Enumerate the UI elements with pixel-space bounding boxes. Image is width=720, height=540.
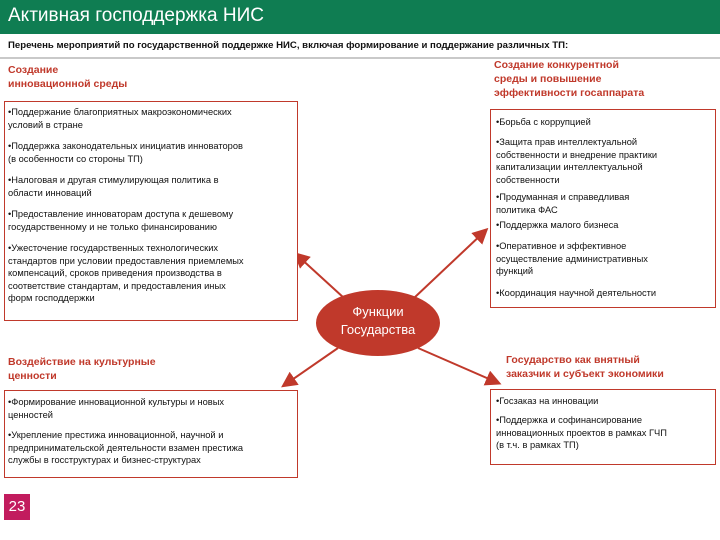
section-title-innovation-environment: Создание инновационной среды — [8, 64, 128, 90]
section-title-competitive-environment: Создание конкурентной среды и повышение эффективности госаппарата — [494, 59, 645, 99]
list-item: •Налоговая и другая стимулирующая политика в области инноваций — [8, 175, 219, 198]
list-item: •Защита прав интеллектуальной собственности и внедрение практики капитализации интеллектуальной собственности — [496, 137, 658, 185]
list-item: •Поддержка и софинансирование инновационных проектов в рамках ГЧП (в т.ч. в рамках ТП) — [496, 415, 667, 451]
arrow-bottom-right — [418, 348, 496, 382]
list-item: •Продуманная и справедливая политика ФАС — [496, 192, 630, 215]
list-item: •Укрепление престижа инновационной, научной и предпринимательской деятельности взамен престижа службы в госструктурах и бизнес-структурах — [8, 430, 244, 466]
page-subtitle: Перечень мероприятий по государственной поддержке НИС, включая формирование и поддержание различных ТП: — [8, 40, 569, 51]
section-title-state-customer: Государство как внятный заказчик и субъект экономики — [506, 354, 664, 380]
list-item: •Поддержание благоприятных макроэкономических условий в стране — [8, 107, 232, 130]
section-title-cultural-values: Воздействие на культурные ценности — [8, 356, 156, 382]
page-title: Активная господдержка НИС — [8, 5, 264, 26]
list-item: •Формирование инновационной культуры и новых ценностей — [8, 397, 225, 420]
center-line-1: Функции — [352, 304, 404, 319]
center-line-2: Государства — [340, 322, 416, 337]
list-item: •Ужесточение государственных технологических стандартов при условии предоставления приемлемых компенсаций, сроков приведения производства в соответствие стандартам, и предоставления иных форм господдержки — [8, 243, 244, 304]
list-item: •Поддержка законодательных инициатив инноваторов (в особенности со стороны ТП) — [8, 141, 243, 164]
list-item: •Поддержка малого бизнеса — [496, 220, 619, 230]
arrow-top-right — [414, 232, 484, 298]
list-item: •Госзаказ на инновации — [496, 396, 599, 406]
list-item: •Оперативное и эффективное осуществление административных функций — [496, 241, 648, 277]
page-number-badge: 23 — [4, 494, 30, 520]
list-item: •Координация научной деятельности — [496, 288, 657, 298]
list-item: •Предоставление инноваторам доступа к дешевому государственному и не только финансированию — [8, 209, 234, 232]
list-item: •Борьба с коррупцией — [496, 117, 591, 127]
center-label — [316, 303, 440, 339]
arrow-top-left — [298, 256, 344, 298]
arrow-bottom-left — [286, 348, 338, 384]
